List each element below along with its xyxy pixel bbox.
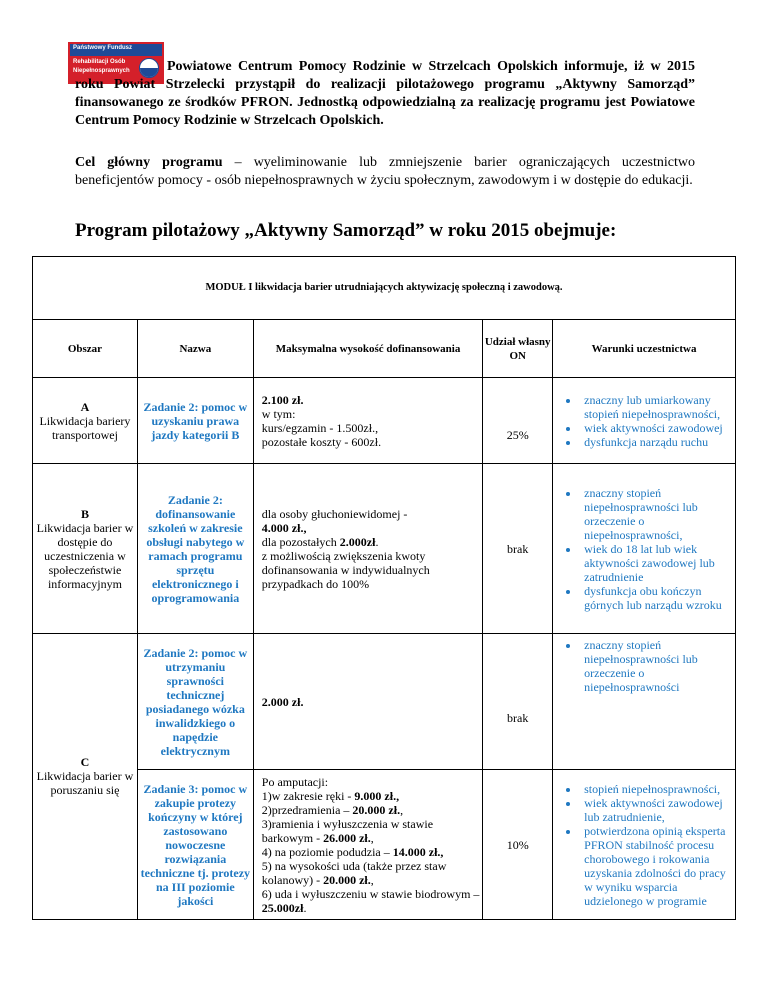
intro-text: Powiatowe Centrum Pomocy Rodzinie w Strzelcach Opolskich informuje, iż w 2015 roku Powiat Strzelecki przystąpił do realizacji pilotażowego programu „Aktywny Samorząd” finansowanego ze środków PFRON. Jednostką odpowiedzialną za realizację programu jest Powiatowe Centrum Pomocy Rodzinie w Strzelcach Opolskich. xyxy=(75,59,695,128)
warunki-c2-item: • potwierdzona opinią eksperta PFRON stabilność procesu chorobowego i rokowania uzyskania zdolności do pracy w wyniku wsparcia udzielonego w programie xyxy=(580,824,731,908)
module-table xyxy=(32,256,736,920)
dofinansowanie-b: dla osoby głuchoniewidomej - 4.000 zł., dla pozostałych 2.000zł. z możliwością zwiększenia kwoty dofinansowania w indywidualnych przypadkach do 100% xyxy=(253,464,483,634)
program-heading: Program pilotażowy „Aktywny Samorząd” w roku 2015 obejmuje: xyxy=(75,220,617,241)
goal-label: Cel główny programu xyxy=(75,155,223,170)
dof-c2-intro: Po amputacji: xyxy=(261,774,329,789)
dofinansowanie-c2: Po amputacji: 1)w zakresie ręki - 9.000 zł., 2)przedramienia – 20.000 zł., 3)ramienia i wyłuszczenia w stawie barkowym - 26.000 zł., 4) na poziomie podudzia – 14.000 zł., 5) na wysokości uda (także przez staw kolanowy) - 20.000 zł., 6) uda i wyłuszczeniu w stawie biodrowym – 25.000zł. xyxy=(253,770,483,920)
obszar-c-letter: C xyxy=(80,755,90,769)
warunki-a-item: • wiek aktywności zawodowej xyxy=(580,421,731,435)
obszar-c xyxy=(33,634,138,920)
zadanie-a: Zadanie 2: pomoc w uzyskaniu prawa jazdy kategorii B xyxy=(137,378,253,464)
header-warunki: Warunki uczestnictwa xyxy=(553,320,736,378)
header-obszar: Obszar xyxy=(33,320,138,378)
table-row xyxy=(33,378,736,464)
header-nazwa: Nazwa xyxy=(137,320,253,378)
obszar-a-letter: A xyxy=(80,399,90,414)
dof-c2-item-amount: 25.000zł xyxy=(261,900,304,915)
warunki-b xyxy=(553,464,736,634)
dof-c1: 2.000 zł. xyxy=(261,694,304,709)
zadanie-b: Zadanie 2: dofinansowanie szkoleń w zakresie obsługi nabytego w ramach programu sprzętu elektronicznego i oprogramowania xyxy=(137,464,253,634)
warunki-c1-item: • znaczny stopień niepełnosprawności lub orzeczenie o niepełnosprawności xyxy=(580,638,731,694)
warunki-a xyxy=(553,378,736,464)
dofinansowanie-c1 xyxy=(253,634,483,770)
warunki-c2 xyxy=(553,770,736,920)
table-row xyxy=(33,634,736,770)
logo-line-1: Państwowy Fundusz xyxy=(73,45,133,51)
intro-paragraph xyxy=(75,58,695,130)
dof-b-line1: dla osoby głuchoniewidomej - xyxy=(261,506,408,521)
dof-c2-item-text: 3)ramienia i wyłuszczenia w stawie barkowym - xyxy=(261,816,434,845)
zadanie-c2: Zadanie 3: pomoc w zakupie protezy kończyny w której zastosowano nowoczesne rozwiązania techniczne tj. protezy na III poziomie jakości xyxy=(137,770,253,920)
dof-c2-item-text: 6) uda i wyłuszczeniu w stawie biodrowym – xyxy=(261,886,480,901)
dofinansowanie-a xyxy=(253,378,483,464)
zadanie-c1: Zadanie 2: pomoc w utrzymaniu sprawności technicznej posiadanego wózka inwalidzkiego o napędzie elektrycznym xyxy=(137,634,253,770)
dof-c2-item-amount: 20.000 zł. xyxy=(323,872,371,887)
dof-b-line2: 4.000 zł., xyxy=(261,520,307,535)
obszar-b-letter: B xyxy=(80,506,89,521)
module-title: MODUŁ I likwidacja barier utrudniających aktywizację społeczną i zawodową. xyxy=(33,257,736,320)
header-udzial: Udział własny ON xyxy=(483,320,553,378)
header-dofinansowanie: Maksymalna wysokość dofinansowania xyxy=(253,320,483,378)
dof-c2-item-text: 2)przedramienia – xyxy=(261,802,353,817)
warunki-a-item: • dysfunkcja narządu ruchu xyxy=(580,435,731,449)
dof-c2-item-amount: 26.000 zł. xyxy=(323,830,371,845)
dof-a-line1: 2.100 zł. xyxy=(261,392,304,407)
logo-line-3: Niepełnosprawnych xyxy=(73,68,130,74)
obszar-b-text: Likwidacja barier w dostępie do uczestniczenia w społeczeństwie informacyjnym xyxy=(36,520,134,591)
warunki-c1 xyxy=(553,634,736,770)
goal-paragraph xyxy=(75,154,695,190)
dof-c2-item-amount: 9.000 zł., xyxy=(354,788,400,803)
dof-c2-item-amount: 20.000 zł. xyxy=(352,802,401,817)
dof-b-line3a: dla pozostałych xyxy=(261,534,340,549)
warunki-b-item: • dysfunkcja obu kończyn górnych lub narządu wzroku xyxy=(580,584,731,612)
obszar-a-text: Likwidacja bariery transportowej xyxy=(39,413,131,442)
dof-a-line2: w tym: xyxy=(261,406,296,421)
udzial-a: 25% xyxy=(483,378,553,464)
dof-a-line3: kurs/egzamin - 1.500zł., xyxy=(261,420,379,435)
dof-b-line3b: 2.000zł xyxy=(339,534,376,549)
warunki-b-item: • znaczny stopień niepełnosprawności lub orzeczenie o niepełnosprawności, xyxy=(580,486,731,542)
warunki-c2-item: • stopień niepełnosprawności, xyxy=(580,782,731,796)
udzial-b: brak xyxy=(483,464,553,634)
obszar-b xyxy=(33,464,138,634)
dof-c2-item-text: 5) na wysokości uda (także przez staw kolanowy) - xyxy=(261,858,447,887)
dof-c2-item-text: 1)w zakresie ręki - xyxy=(261,788,355,803)
obszar-c-text: Likwidacja barier w poruszaniu się xyxy=(36,769,134,797)
warunki-b-item: • wiek do 18 lat lub wiek aktywności zawodowej lub zatrudnienie xyxy=(580,542,731,584)
goal-text: – wyeliminowanie lub zmniejszenie barier ograniczających uczestnictwo beneficjentów pomocy - osób niepełnosprawnych w życiu społecznym, zawodowym i w dostępie do edukacji. xyxy=(75,155,695,188)
udzial-c2: 10% xyxy=(483,770,553,920)
dof-c2-item-text: 4) na poziomie podudzia – xyxy=(261,844,393,859)
warunki-a-item: • znaczny lub umiarkowany stopień niepełnosprawności, xyxy=(580,393,731,421)
dof-a-line4: pozostałe koszty - 600zł. xyxy=(261,434,382,449)
dof-b-line4: z możliwością zwiększenia kwoty dofinansowania w indywidualnych przypadkach do 100% xyxy=(261,548,430,591)
dof-c2-item-amount: 14.000 zł., xyxy=(392,844,444,859)
table-row xyxy=(33,464,736,634)
warunki-c2-item: • wiek aktywności zawodowej lub zatrudnienie, xyxy=(580,796,731,824)
obszar-a xyxy=(33,378,138,464)
logo-line-2: Rehabilitacji Osób xyxy=(73,59,126,65)
table-row xyxy=(33,770,736,920)
udzial-c1: brak xyxy=(483,634,553,770)
